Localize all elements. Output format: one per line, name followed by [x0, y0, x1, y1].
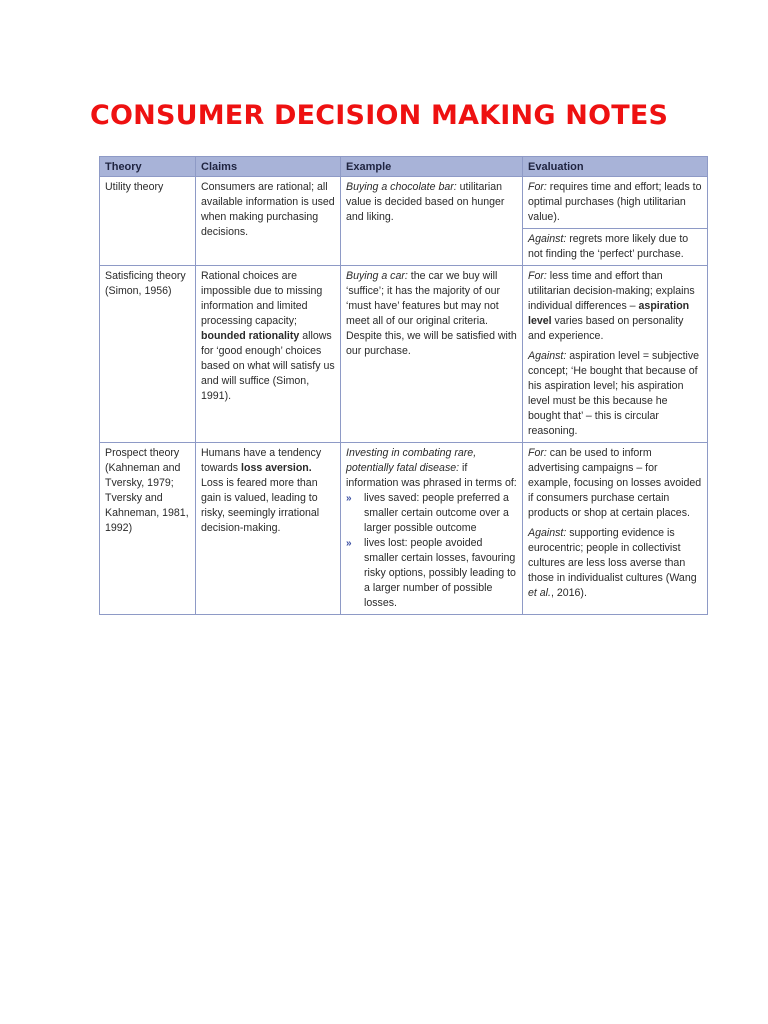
list-item: [346, 536, 517, 611]
evaluation-against: [523, 347, 707, 442]
for-label: For:: [528, 181, 547, 193]
against-label: Against:: [528, 233, 567, 245]
claims-cell: [196, 177, 341, 266]
evaluation-for: [523, 266, 707, 347]
claims-text-continued: Loss is feared more than gain is valued, leading to risky, seemingly irrational decision-making.: [201, 477, 320, 534]
theory-cell: Prospect theory (Kahneman and Tversky, 1979; Tversky and Kahneman, 1981, 1992): [100, 443, 196, 615]
claims-keyword: loss aversion.: [241, 462, 312, 474]
example-label: Investing in combating rare, potentially fatal disease:: [346, 447, 477, 474]
claims-cell: [196, 443, 341, 615]
for-text: can be used to inform advertising campaigns – for example, focusing on losses avoided if consumers purchase certain products or shop at certain places.: [528, 447, 702, 519]
example-text: utilitarian value is decided based on hunger and liking.: [346, 181, 505, 223]
double-chevron-icon: »: [346, 538, 352, 549]
example-label: Buying a car:: [346, 270, 408, 282]
table-row: [100, 266, 708, 443]
theory-table: [99, 156, 708, 615]
evaluation-cell: [523, 266, 708, 443]
evaluation-for: [523, 177, 707, 228]
for-text-continued: varies based on personality and experience.: [528, 315, 684, 342]
bullet-text: lives lost: people avoided smaller certain losses, favouring risky options, possibly leading to a larger number of possible losses.: [364, 537, 516, 609]
example-cell: [341, 443, 523, 615]
claims-text: Rational choices are impossible due to missing information and limited processing capacity;: [201, 270, 323, 327]
header-claims: Claims: [196, 157, 341, 177]
against-label: Against:: [528, 527, 567, 539]
for-keyword: aspiration level: [528, 300, 690, 327]
for-label: For:: [528, 270, 547, 282]
list-item: [346, 491, 517, 536]
against-text: aspiration level = subjective concept; ‘He bought that because of his aspiration level; his aspiration level must be this because he bought that’ – this is circular reasoning.: [528, 350, 700, 437]
claims-text-continued: allows for ‘good enough’ choices based on what will satisfy us and will suffice (Simon, 1991).: [201, 330, 335, 402]
header-theory: Theory: [100, 157, 196, 177]
for-text: less time and effort than utilitarian decision-making; explains individual differences –: [528, 270, 695, 312]
theory-cell: Utility theory: [100, 177, 196, 266]
evaluation-against: [523, 228, 707, 265]
example-cell: [341, 177, 523, 266]
claims-text: Humans have a tendency towards: [201, 447, 322, 474]
example-text: if information was phrased in terms of:: [346, 462, 517, 489]
against-label: Against:: [528, 350, 567, 362]
evaluation-against: [523, 524, 707, 604]
claims-text: Consumers are rational; all available information is used when making purchasing decisions.: [201, 181, 335, 238]
for-label: For:: [528, 447, 547, 459]
table-row: [100, 177, 708, 266]
header-evaluation: Evaluation: [523, 157, 708, 177]
theory-cell: Satisficing theory (Simon, 1956): [100, 266, 196, 443]
header-example: Example: [341, 157, 523, 177]
for-text: requires time and effort; leads to optimal purchases (high utilitarian value).: [528, 181, 702, 223]
bullet-text: lives saved: people preferred a smaller certain outcome over a larger possible outcome: [364, 492, 509, 534]
against-text: regrets more likely due to not finding the ‘perfect’ purchase.: [528, 233, 689, 260]
example-cell: [341, 266, 523, 443]
example-bullet-list: [346, 491, 517, 611]
claims-cell: [196, 266, 341, 443]
table-header-row: [100, 157, 708, 177]
evaluation-cell: [523, 443, 708, 615]
double-chevron-icon: »: [346, 493, 352, 504]
evaluation-cell: [523, 177, 708, 266]
example-text: the car we buy will ‘suffice’; it has the majority of our ‘must have’ features but may not meet all of our original criteria. Despite this, we will be satisfied with our purchase.: [346, 270, 517, 357]
example-label: Buying a chocolate bar:: [346, 181, 457, 193]
evaluation-for: [523, 443, 707, 524]
against-text: supporting evidence is eurocentric; people in collectivist cultures are less loss averse than those in individualist cultures (Wang: [528, 527, 697, 584]
against-text-continued: , 2016).: [550, 587, 587, 599]
page-title: CONSUMER DECISION MAKING NOTES: [90, 100, 669, 131]
claims-keyword: bounded rationality: [201, 330, 300, 342]
against-citation-italic: et al.: [528, 587, 551, 599]
table-row: [100, 443, 708, 615]
